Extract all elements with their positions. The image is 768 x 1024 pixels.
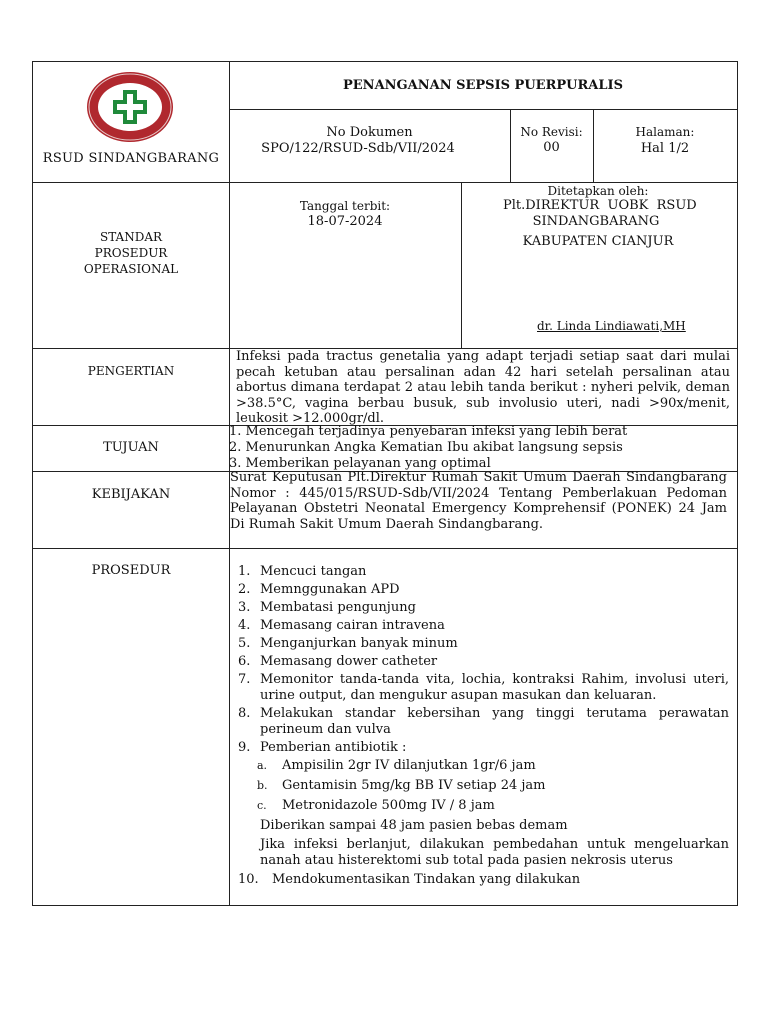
step-text: Melakukan standar kebersihan yang tinggi terutama perawatan perineum dan vulva	[260, 706, 729, 737]
page-title: PENANGANAN SEPSIS PUERPURALIS	[343, 78, 623, 93]
step-number: 6.	[238, 654, 251, 669]
tujuan-label: TUJUAN	[103, 440, 159, 455]
procedure-step	[238, 582, 729, 598]
antibiotic-item	[257, 758, 729, 774]
sop-document	[32, 61, 738, 906]
procedure-step	[238, 618, 729, 634]
title-divider	[229, 109, 737, 110]
procedure-step	[238, 636, 729, 652]
set-by-label: Ditetapkan oleh:	[547, 184, 649, 198]
sop-label-line2: PROSEDUR	[94, 246, 168, 260]
step-text: Membatasi pengunjung	[260, 600, 416, 615]
procedure-step	[238, 740, 729, 869]
step-text: Menganjurkan banyak minum	[260, 636, 458, 651]
step-text: Mendokumentasikan Tindakan yang dilakukan	[272, 872, 581, 887]
kebijakan-label: KEBIJAKAN	[91, 487, 171, 502]
sop-label-line3: OPERASIONAL	[83, 262, 179, 276]
step-number: 5.	[238, 636, 251, 651]
antibiotic-letter: c.	[257, 799, 267, 812]
step-number: 4.	[238, 618, 251, 633]
date-divider	[461, 182, 462, 348]
step-text: Memonitor tanda-tanda vita, lochia, kontraksi Rahim, involusi uteri, urine output, dan mengukur asupan masukan dan keluaran.	[260, 672, 729, 703]
step-number: 7.	[238, 672, 251, 687]
step-number: 3.	[238, 600, 251, 615]
antibiotic-letter: a.	[257, 759, 268, 772]
prosedur-list	[238, 564, 729, 890]
step-text: Mencuci tangan	[260, 564, 367, 579]
pengertian-text: Infeksi pada tractus genetalia yang adapt terjadi setiap saat dari mulai pecah ketuban atau persalinan adan 42 hari setelah persalinan atau abortus dimana terdapat 2 atau lebih tanda berikut : nyheri pelvik, deman >38.5°C, vagina berbau busuk, sub involusio uteri, nadi >90x/menit, leukosit >12.000gr/dl.	[236, 349, 730, 426]
step-number: 8.	[238, 706, 251, 721]
sop-label-line1: STANDAR	[99, 230, 163, 244]
antibiotic-text: Gentamisin 5mg/kg BB IV setiap 24 jam	[282, 778, 546, 793]
page-value: Hal 1/2	[640, 141, 690, 156]
antibiotic-text: Metronidazole 500mg IV / 8 jam	[282, 798, 495, 813]
procedure-step	[238, 672, 729, 704]
header-bottom-line	[33, 182, 737, 183]
prosedur-label: PROSEDUR	[91, 563, 171, 578]
pengertian-label: PENGERTIAN	[87, 364, 175, 378]
step-number: 9.	[238, 740, 251, 755]
doc-number-value: SPO/122/RSUD-Sdb/VII/2024	[261, 141, 455, 156]
step-number: 10.	[238, 872, 259, 887]
step-text: Memnggunakan APD	[260, 582, 400, 597]
antibiotic-text: Ampisilin 2gr IV dilanjutkan 1gr/6 jam	[282, 758, 536, 773]
page-label: Halaman:	[635, 125, 695, 139]
procedure-step	[238, 564, 729, 580]
tujuan-item: 2. Menurunkan Angka Kematian Ibu akibat langsung sepsis	[229, 440, 623, 455]
antibiotic-duration-note: Diberikan sampai 48 jam pasien bebas demam	[260, 818, 568, 833]
hospital-name: RSUD SINDANGBARANG	[42, 151, 220, 166]
procedure-step	[238, 872, 729, 888]
antibiotic-letter: b.	[257, 779, 268, 792]
kebijakan-text: Surat Keputusan Plt.Direktur Rumah Sakit Umum Daerah Sindangbarang Nomor : 445/015/RSUD-Sdb/VII/2024 Tentang Pemberlakuan Pedoman Pelayanan Obstetri Neonatal Emergency Komprehensif (PONEK) 24 Jam Di Rumah Sakit Umum Daerah Sindangbarang.	[230, 470, 727, 532]
step-text: Memasang dower catheter	[260, 654, 438, 669]
step-number: 2.	[238, 582, 251, 597]
step-number: 1.	[238, 564, 251, 579]
revision-value: 00	[543, 140, 560, 155]
tujuan-item: 3. Memberikan pelayanan yang optimal	[229, 456, 491, 471]
kebijakan-bottom-line	[33, 548, 737, 549]
signatory-name: dr. Linda Lindiawati,MH	[537, 319, 686, 333]
procedure-step	[238, 706, 729, 738]
doc-number-label: No Dokumen	[326, 125, 413, 140]
antibiotic-item	[257, 798, 729, 814]
tujuan-list	[229, 424, 729, 472]
sop-label	[33, 229, 229, 277]
revision-label: No Revisi:	[520, 125, 583, 139]
issue-date-label: Tanggal terbit:	[299, 199, 391, 213]
procedure-step	[238, 654, 729, 670]
director-line1: Plt.DIREKTUR UOBK RSUD	[503, 198, 697, 213]
step-text: Memasang cairan intravena	[260, 618, 445, 633]
director-line2: SINDANGBARANG	[532, 214, 660, 229]
director-line3: KABUPATEN CIANJUR	[522, 234, 674, 249]
antibiotic-item	[257, 778, 729, 794]
step-text: Pemberian antibiotik :	[260, 740, 407, 755]
infection-continues-note: Jika infeksi berlanjut, dilakukan pembedahan untuk mengeluarkan nanah atau histerektomi sub total pada pasien nekrosis uterus	[260, 837, 729, 868]
tujuan-item: 1. Mencegah terjadinya penyebaran infeksi yang lebih berat	[229, 424, 628, 439]
hospital-logo	[85, 70, 175, 144]
issue-date-value: 18-07-2024	[307, 214, 383, 229]
procedure-step	[238, 600, 729, 616]
